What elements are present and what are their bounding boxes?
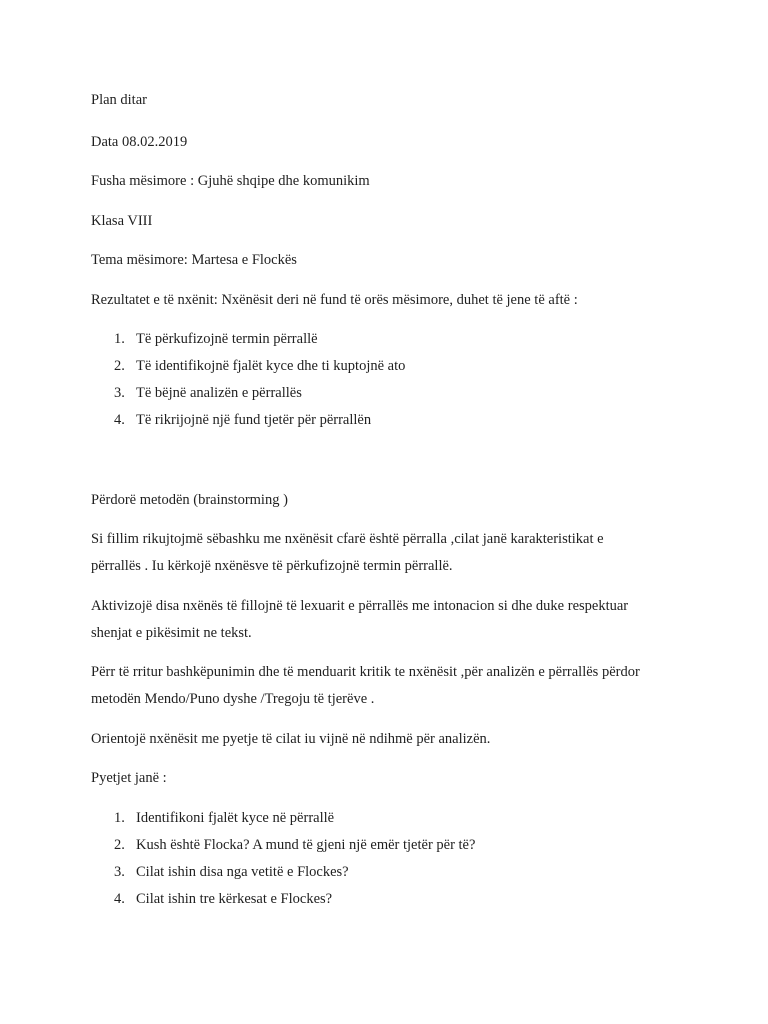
list-number: 4. [114, 412, 125, 428]
paragraph-line: metodën Mendo/Puno dyshe /Tregoju të tjerëve . [91, 691, 375, 707]
list-text: Të rikrijojnë një fund tjetër për përrallën [136, 412, 372, 428]
paragraph-line: Si fillim rikujtojmë sëbashku me nxënësit cfarë është përralla ,cilat janë karakteristikat e [91, 531, 604, 547]
list-number: 4. [114, 891, 125, 907]
list-text: Të identifikojnë fjalët kyce dhe ti kuptojnë ato [136, 358, 406, 374]
paragraph-line: Aktivizojë disa nxënës të fillojnë të lexuarit e përrallës me intonacion si dhe duke respektuar [91, 598, 629, 614]
paragraph-recall [91, 526, 691, 580]
list-number: 2. [114, 837, 125, 853]
grade-line: Klasa VIII [91, 213, 153, 229]
paragraph-reading [91, 593, 691, 647]
method-line: Përdorë metodën (brainstorming ) [91, 492, 288, 508]
list-text: Cilat ishin disa nga vetitë e Flockes? [136, 864, 349, 880]
question-item [114, 864, 349, 881]
paragraph-line: përrallës . Iu kërkojë nxënësve të përkufizojnë termin përrallë. [91, 558, 453, 574]
list-text: Të bëjnë analizën e përrallës [136, 385, 302, 401]
list-number: 3. [114, 864, 125, 880]
outcome-item [114, 358, 405, 375]
paragraph-line: Përr të rritur bashkëpunimin dhe të menduarit kritik te nxënësit ,për analizën e përrallës përdor [91, 664, 640, 680]
list-number: 1. [114, 810, 125, 826]
outcome-item [114, 412, 371, 429]
question-item [114, 810, 334, 827]
outcome-item [114, 385, 302, 402]
document-title: Plan ditar [91, 92, 147, 108]
list-number: 2. [114, 358, 125, 374]
list-text: Cilat ishin tre kërkesat e Flockes? [136, 891, 333, 907]
paragraph-orient: Orientojë nxënësit me pyetje të cilat iu vijnë në ndihmë për analizën. [91, 731, 491, 747]
list-text: Kush është Flocka? A mund të gjeni një emër tjetër për të? [136, 837, 476, 853]
question-item [114, 891, 332, 908]
outcome-item [114, 331, 318, 348]
paragraph-line: shenjat e pikësimit ne tekst. [91, 625, 252, 641]
topic-line: Tema mësimore: Martesa e Flockës [91, 252, 297, 268]
outcomes-intro: Rezultatet e të nxënit: Nxënësit deri në fund të orës mësimore, duhet të jene të aftë : [91, 292, 578, 308]
subject-line: Fusha mësimore : Gjuhë shqipe dhe komunikim [91, 173, 370, 189]
questions-intro: Pyetjet janë : [91, 770, 167, 786]
list-number: 1. [114, 331, 125, 347]
question-item [114, 837, 475, 854]
list-text: Identifikoni fjalët kyce në përrallë [136, 810, 335, 826]
list-text: Të përkufizojnë termin përrallë [136, 331, 318, 347]
date-line: Data 08.02.2019 [91, 134, 188, 150]
paragraph-method [91, 659, 691, 713]
list-number: 3. [114, 385, 125, 401]
